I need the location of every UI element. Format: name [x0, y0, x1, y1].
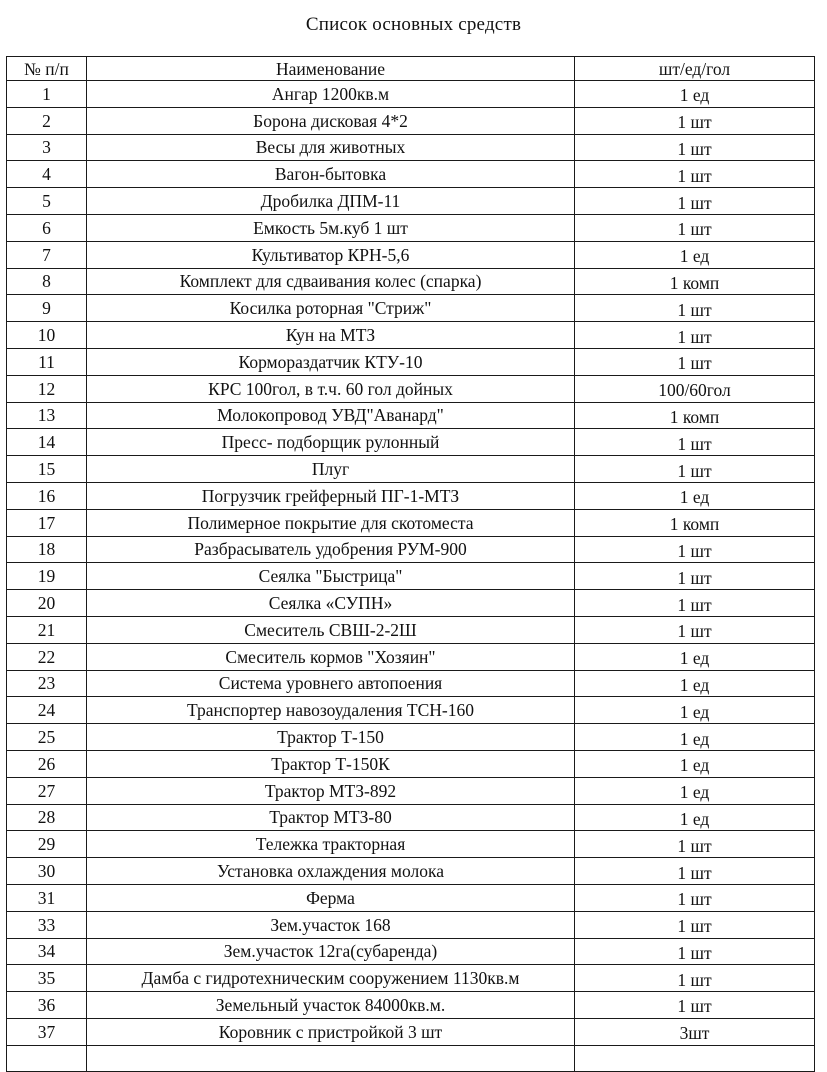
row-number: 37 [7, 1018, 87, 1045]
table-row [7, 992, 815, 1019]
row-number: 5 [7, 188, 87, 215]
table-row [7, 777, 815, 804]
header-row [7, 57, 815, 81]
row-unit: 1 шт [575, 590, 815, 617]
row-unit: 1 комп [575, 509, 815, 536]
table-row [7, 375, 815, 402]
row-number: 33 [7, 911, 87, 938]
row-unit: 1 шт [575, 536, 815, 563]
header-number: № п/п [7, 57, 87, 81]
row-name: Транспортер навозоудаления ТСН-160 [87, 697, 575, 724]
row-unit: 1 ед [575, 697, 815, 724]
table-row [7, 697, 815, 724]
row-unit: 1 шт [575, 348, 815, 375]
row-number: 24 [7, 697, 87, 724]
row-unit: 1 ед [575, 643, 815, 670]
table-row [7, 563, 815, 590]
row-name: Борона дисковая 4*2 [87, 107, 575, 134]
table-row [7, 884, 815, 911]
row-unit: 1 шт [575, 134, 815, 161]
row-unit [575, 1045, 815, 1072]
table-row [7, 268, 815, 295]
row-number: 8 [7, 268, 87, 295]
row-number: 19 [7, 563, 87, 590]
row-unit: 1 шт [575, 616, 815, 643]
row-number: 18 [7, 536, 87, 563]
table-row [7, 965, 815, 992]
table-row [7, 402, 815, 429]
row-name: Разбрасыватель удобрения РУМ-900 [87, 536, 575, 563]
row-unit: 1 шт [575, 831, 815, 858]
row-number: 28 [7, 804, 87, 831]
row-unit: 1 ед [575, 750, 815, 777]
row-name: Кун на МТЗ [87, 322, 575, 349]
table-row [7, 188, 815, 215]
row-unit: 1 шт [575, 938, 815, 965]
table-row [7, 295, 815, 322]
row-name: Пресс- подборщик рулонный [87, 429, 575, 456]
row-unit: 1 комп [575, 402, 815, 429]
row-number: 7 [7, 241, 87, 268]
row-number: 30 [7, 858, 87, 885]
row-number: 13 [7, 402, 87, 429]
row-number: 27 [7, 777, 87, 804]
table-body [7, 81, 815, 1072]
row-number: 11 [7, 348, 87, 375]
row-unit: 1 шт [575, 214, 815, 241]
row-unit: 1 шт [575, 188, 815, 215]
row-number: 36 [7, 992, 87, 1019]
table-row [7, 616, 815, 643]
row-name: Полимерное покрытие для скотоместа [87, 509, 575, 536]
row-name: Косилка роторная "Стриж" [87, 295, 575, 322]
row-number: 35 [7, 965, 87, 992]
row-name: Трактор МТЗ-892 [87, 777, 575, 804]
table-row [7, 1018, 815, 1045]
row-name: Система уровнего автопоения [87, 670, 575, 697]
row-name: Вагон-бытовка [87, 161, 575, 188]
table-row [7, 348, 815, 375]
row-unit: 1 комп [575, 268, 815, 295]
row-name: Сеялка "Быстрица" [87, 563, 575, 590]
row-name: Культиватор КРН-5,6 [87, 241, 575, 268]
row-name: Земельный участок 84000кв.м. [87, 992, 575, 1019]
row-number: 21 [7, 616, 87, 643]
table-row [7, 804, 815, 831]
row-number: 6 [7, 214, 87, 241]
row-name: Весы для животных [87, 134, 575, 161]
row-unit: 100/60гол [575, 375, 815, 402]
table-row [7, 322, 815, 349]
row-number [7, 1045, 87, 1072]
row-name: Ферма [87, 884, 575, 911]
row-number: 25 [7, 724, 87, 751]
row-unit: 1 шт [575, 965, 815, 992]
row-name: Зем.участок 12га(субаренда) [87, 938, 575, 965]
row-number: 29 [7, 831, 87, 858]
row-number: 22 [7, 643, 87, 670]
row-unit: 1 ед [575, 81, 815, 108]
row-number: 14 [7, 429, 87, 456]
row-unit: 1 ед [575, 241, 815, 268]
table-row [7, 241, 815, 268]
row-number: 26 [7, 750, 87, 777]
table-row [7, 643, 815, 670]
row-unit: 1 шт [575, 884, 815, 911]
row-unit: 1 шт [575, 992, 815, 1019]
table-row [7, 858, 815, 885]
row-unit: 1 ед [575, 724, 815, 751]
row-number: 31 [7, 884, 87, 911]
row-unit: 1 шт [575, 295, 815, 322]
row-name: Комплект для сдваивания колес (спарка) [87, 268, 575, 295]
table-row [7, 81, 815, 108]
assets-table-container [6, 56, 814, 1072]
row-unit: 1 шт [575, 429, 815, 456]
table-row [7, 831, 815, 858]
page-title: Список основных средств [305, 14, 522, 35]
table-row [7, 429, 815, 456]
row-unit: 1 ед [575, 777, 815, 804]
table-header [7, 57, 815, 81]
header-unit: шт/ед/гол [575, 57, 815, 81]
table-row [7, 938, 815, 965]
row-name: Дамба с гидротехническим сооружением 1130кв.м [87, 965, 575, 992]
row-number: 9 [7, 295, 87, 322]
row-name: Коровник с пристройкой 3 шт [87, 1018, 575, 1045]
row-number: 23 [7, 670, 87, 697]
row-name: Тележка тракторная [87, 831, 575, 858]
row-name: Сеялка «СУПН» [87, 590, 575, 617]
row-name: Молокопровод УВД"Аванард" [87, 402, 575, 429]
row-name: Смеситель СВШ-2-2Ш [87, 616, 575, 643]
row-unit: 1 шт [575, 456, 815, 483]
row-number: 4 [7, 161, 87, 188]
table-row [7, 482, 815, 509]
table-row [7, 724, 815, 751]
row-number: 10 [7, 322, 87, 349]
row-unit: 1 шт [575, 107, 815, 134]
assets-table [6, 56, 815, 1072]
table-row [7, 1045, 815, 1072]
table-row [7, 509, 815, 536]
row-unit: 3шт [575, 1018, 815, 1045]
row-number: 20 [7, 590, 87, 617]
row-unit: 1 шт [575, 161, 815, 188]
row-number: 12 [7, 375, 87, 402]
row-unit: 1 ед [575, 804, 815, 831]
row-unit: 1 шт [575, 858, 815, 885]
header-name: Наименование [87, 57, 575, 81]
row-name: Ангар 1200кв.м [87, 81, 575, 108]
row-name: Трактор Т-150К [87, 750, 575, 777]
table-row [7, 911, 815, 938]
row-name: Трактор Т-150 [87, 724, 575, 751]
table-row [7, 670, 815, 697]
table-row [7, 214, 815, 241]
table-row [7, 134, 815, 161]
row-number: 1 [7, 81, 87, 108]
table-row [7, 750, 815, 777]
row-number: 16 [7, 482, 87, 509]
row-unit: 1 ед [575, 670, 815, 697]
row-name: КРС 100гол, в т.ч. 60 гол дойных [87, 375, 575, 402]
row-name: Погрузчик грейферный ПГ-1-МТЗ [87, 482, 575, 509]
row-number: 2 [7, 107, 87, 134]
row-number: 15 [7, 456, 87, 483]
row-name: Установка охлаждения молока [87, 858, 575, 885]
row-number: 17 [7, 509, 87, 536]
row-name: Зем.участок 168 [87, 911, 575, 938]
row-unit: 1 ед [575, 482, 815, 509]
row-unit: 1 шт [575, 322, 815, 349]
table-row [7, 536, 815, 563]
row-unit: 1 шт [575, 563, 815, 590]
row-unit: 1 шт [575, 911, 815, 938]
row-name: Кормораздатчик КТУ-10 [87, 348, 575, 375]
table-row [7, 590, 815, 617]
row-number: 34 [7, 938, 87, 965]
table-row [7, 107, 815, 134]
row-name: Трактор МТЗ-80 [87, 804, 575, 831]
row-name: Плуг [87, 456, 575, 483]
row-name: Емкость 5м.куб 1 шт [87, 214, 575, 241]
row-name: Дробилка ДПМ-11 [87, 188, 575, 215]
table-row [7, 161, 815, 188]
row-name: Смеситель кормов "Хозяин" [87, 643, 575, 670]
row-name [87, 1045, 575, 1072]
row-number: 3 [7, 134, 87, 161]
table-row [7, 456, 815, 483]
